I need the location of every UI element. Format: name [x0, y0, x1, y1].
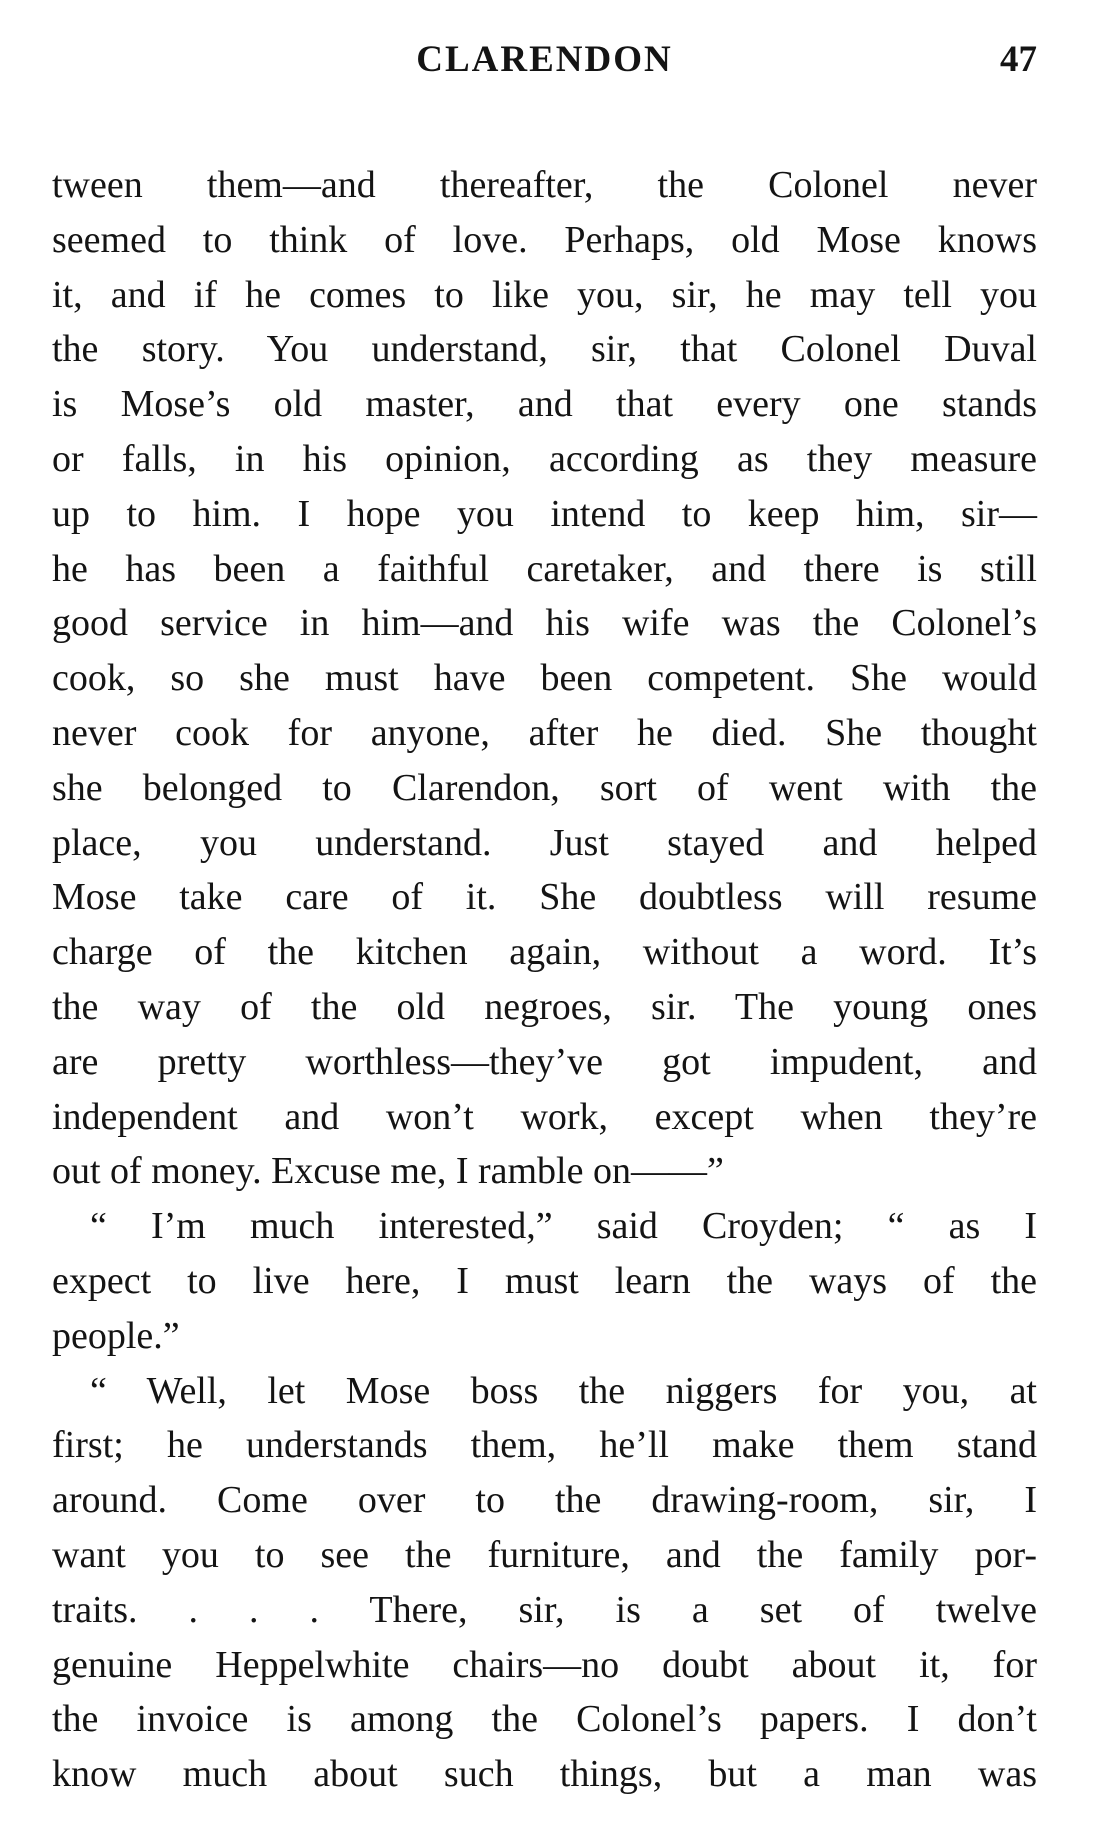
text-line: tween them—and thereafter, the Colonel never: [52, 164, 1037, 206]
text-line: around. Come over to the drawing-room, sir, I: [52, 1479, 1037, 1522]
page-number: 47: [1000, 39, 1037, 80]
text-line: good service in him—and his wife was the Colonel’s: [52, 602, 1037, 645]
text-line: genuine Heppelwhite chairs—no doubt about it, for: [52, 1643, 1037, 1686]
text-line: “ I’m much interested,” said Croyden; “ as I: [90, 1205, 1037, 1248]
text-line: up to him. I hope you intend to keep him, sir—: [52, 492, 1037, 535]
text-line: know much about such things, but a man was: [52, 1753, 1037, 1796]
text-line: people.”: [52, 1314, 180, 1357]
text-line: “ Well, let Mose boss the niggers for you, at: [90, 1369, 1037, 1412]
text-line: traits. . . . There, sir, is a set of twelve: [52, 1588, 1037, 1631]
text-line: out of money. Excuse me, I ramble on——”: [52, 1150, 724, 1193]
text-line: first; he understands them, he’ll make them stand: [52, 1424, 1037, 1467]
text-line: want you to see the furniture, and the family por-: [52, 1533, 1037, 1576]
running-head: CLARENDON: [416, 39, 673, 80]
text-line: cook, so she must have been competent. She would: [52, 657, 1037, 700]
text-line: he has been a faithful caretaker, and there is still: [52, 547, 1037, 590]
text-line: or falls, in his opinion, according as they measure: [52, 437, 1037, 480]
text-line: never cook for anyone, after he died. She thought: [52, 711, 1037, 754]
text-line: are pretty worthless—they’ve got impudent, and: [52, 1040, 1037, 1083]
text-line: seemed to think of love. Perhaps, old Mose knows: [52, 218, 1037, 261]
book-page: [52, 30, 1037, 1802]
text-line: Mose take care of it. She doubtless will resume: [52, 876, 1037, 919]
text-line: the story. You understand, sir, that Colonel Duval: [52, 328, 1037, 371]
text-line: it, and if he comes to like you, sir, he may tell you: [52, 273, 1037, 316]
text-line: expect to live here, I must learn the ways of the: [52, 1259, 1037, 1302]
body-text: [52, 158, 1037, 1802]
text-line: the invoice is among the Colonel’s papers. I don’t: [52, 1698, 1037, 1741]
text-line: independent and won’t work, except when they’re: [52, 1095, 1037, 1138]
text-line: place, you understand. Just stayed and helped: [52, 821, 1037, 864]
page-header: [52, 30, 1037, 90]
text-line: she belonged to Clarendon, sort of went with the: [52, 766, 1037, 809]
text-line: the way of the old negroes, sir. The young ones: [52, 985, 1037, 1028]
text-line: is Mose’s old master, and that every one stands: [52, 383, 1037, 426]
text-line: charge of the kitchen again, without a word. It’s: [52, 931, 1037, 974]
